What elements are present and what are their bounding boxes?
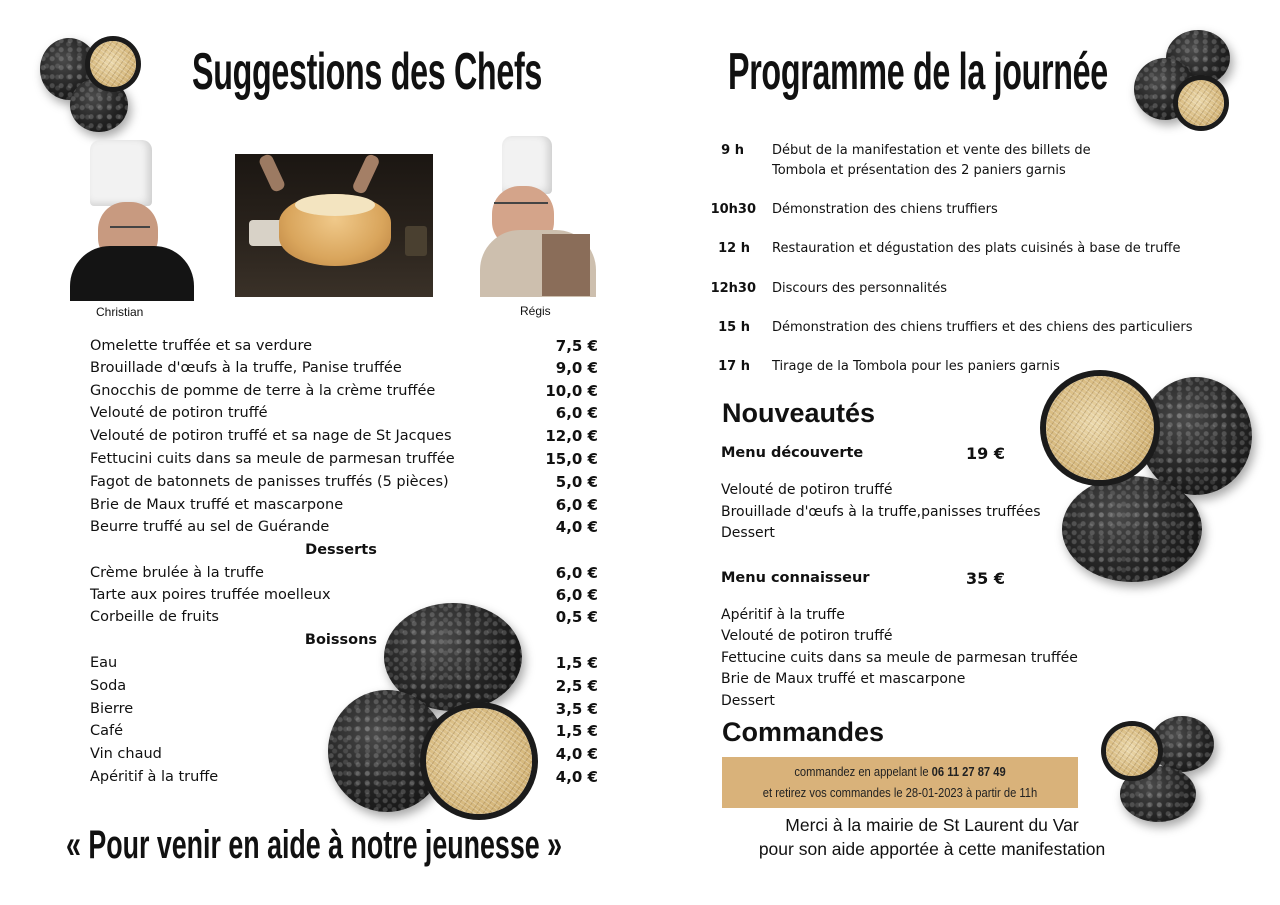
list-item: Beurre truffé au sel de Guérande 4,0 € (90, 518, 598, 536)
menu-item: Brouillade d'œufs à la truffe,panisses truffées (721, 504, 1041, 520)
desserts-heading: Desserts (305, 542, 377, 558)
chef-regis-photo (480, 134, 596, 297)
menu-item: Fettucine cuits dans sa meule de parmesan truffée (721, 650, 1078, 666)
menu-title: Menu découverte (721, 445, 864, 461)
list-item: Apéritif à la truffe 4,0 € (90, 768, 598, 786)
chef-christian-photo (70, 138, 194, 301)
menu-item: Brie de Maux truffé et mascarpone (721, 671, 966, 687)
list-item: Gnocchis de pomme de terre à la crème truffée 10,0 € (90, 382, 598, 400)
list-item: Velouté de potiron truffé et sa nage de St Jacques 12,0 € (90, 427, 598, 445)
menu-price: 19 € (966, 444, 1005, 463)
list-item: Crème brulée à la truffe 6,0 € (90, 564, 598, 582)
menu-title: Menu connaisseur (721, 570, 870, 586)
menu-item: Velouté de potiron truffé (721, 482, 893, 498)
thanks-line-1: Merci à la mairie de St Laurent du Var (785, 815, 1079, 835)
programme-text: Début de la manifestation et vente des billets de (772, 143, 1091, 158)
order-phone: 06 11 27 87 49 (931, 764, 1006, 779)
menu-item: Dessert (721, 693, 775, 709)
order-box (722, 757, 1078, 808)
news-heading: Nouveautés (722, 398, 876, 428)
programme-text: Discours des personnalités (772, 281, 947, 296)
left-title: Suggestions des Chefs (192, 43, 542, 101)
order-line-2: et retirez vos commandes le 28-01-2023 à partir de 11h (762, 785, 1038, 800)
list-item: Vin chaud 4,0 € (90, 745, 598, 763)
orders-heading: Commandes (722, 717, 885, 747)
list-item: Omelette truffée et sa verdure 7,5 € (90, 337, 598, 355)
list-item: Brouillade d'œufs à la truffe, Panise truffée 9,0 € (90, 359, 598, 377)
programme-time: 10h30 (710, 202, 756, 217)
chef-name-regis: Régis (520, 304, 551, 318)
list-item: Soda 2,5 € (90, 677, 598, 695)
list-item: Eau 1,5 € (90, 654, 598, 672)
menu-item: Dessert (721, 525, 775, 541)
slogan: « Pour venir en aide à notre jeunesse » (66, 823, 562, 867)
programme-time: 12h30 (710, 281, 756, 296)
programme-time: 17 h (718, 359, 750, 374)
chef-name-christian: Christian (96, 305, 144, 319)
right-title: Programme de la journée (728, 43, 1108, 101)
list-item: Brie de Maux truffé et mascarpone 6,0 € (90, 496, 598, 514)
thanks-line-2: pour son aide apportée à cette manifestation (758, 839, 1106, 859)
list-item: Bierre 3,5 € (90, 700, 598, 718)
parmesan-wheel-photo (235, 154, 433, 297)
menu-item: Apéritif à la truffe (721, 607, 845, 623)
list-item: Fagot de batonnets de panisses truffés (5 pièces) 5,0 € (90, 473, 598, 491)
list-item: Velouté de potiron truffé 6,0 € (90, 404, 598, 422)
order-line-1: commandez en appelant le (794, 764, 932, 779)
programme-text: Démonstration des chiens truffiers (772, 202, 998, 217)
programme-time: 12 h (718, 241, 750, 256)
programme-text: Tombola et présentation des 2 paniers garnis (772, 163, 1066, 178)
list-item: Fettucini cuits dans sa meule de parmesan truffée 15,0 € (90, 450, 598, 468)
programme-text: Tirage de la Tombola pour les paniers garnis (772, 359, 1060, 374)
programme-text: Restauration et dégustation des plats cuisinés à base de truffe (772, 241, 1181, 256)
programme-text: Démonstration des chiens truffiers et des chiens des particuliers (772, 320, 1193, 335)
menu-price: 35 € (966, 569, 1005, 588)
list-item: Tarte aux poires truffée moelleux 6,0 € (90, 586, 598, 604)
programme-time: 9 h (721, 143, 744, 158)
programme-time: 15 h (718, 320, 750, 335)
list-item: Corbeille de fruits 0,5 € (90, 608, 598, 626)
menu-item: Velouté de potiron truffé (721, 628, 893, 644)
list-item: Café 1,5 € (90, 722, 598, 740)
drinks-heading: Boissons (304, 632, 378, 648)
